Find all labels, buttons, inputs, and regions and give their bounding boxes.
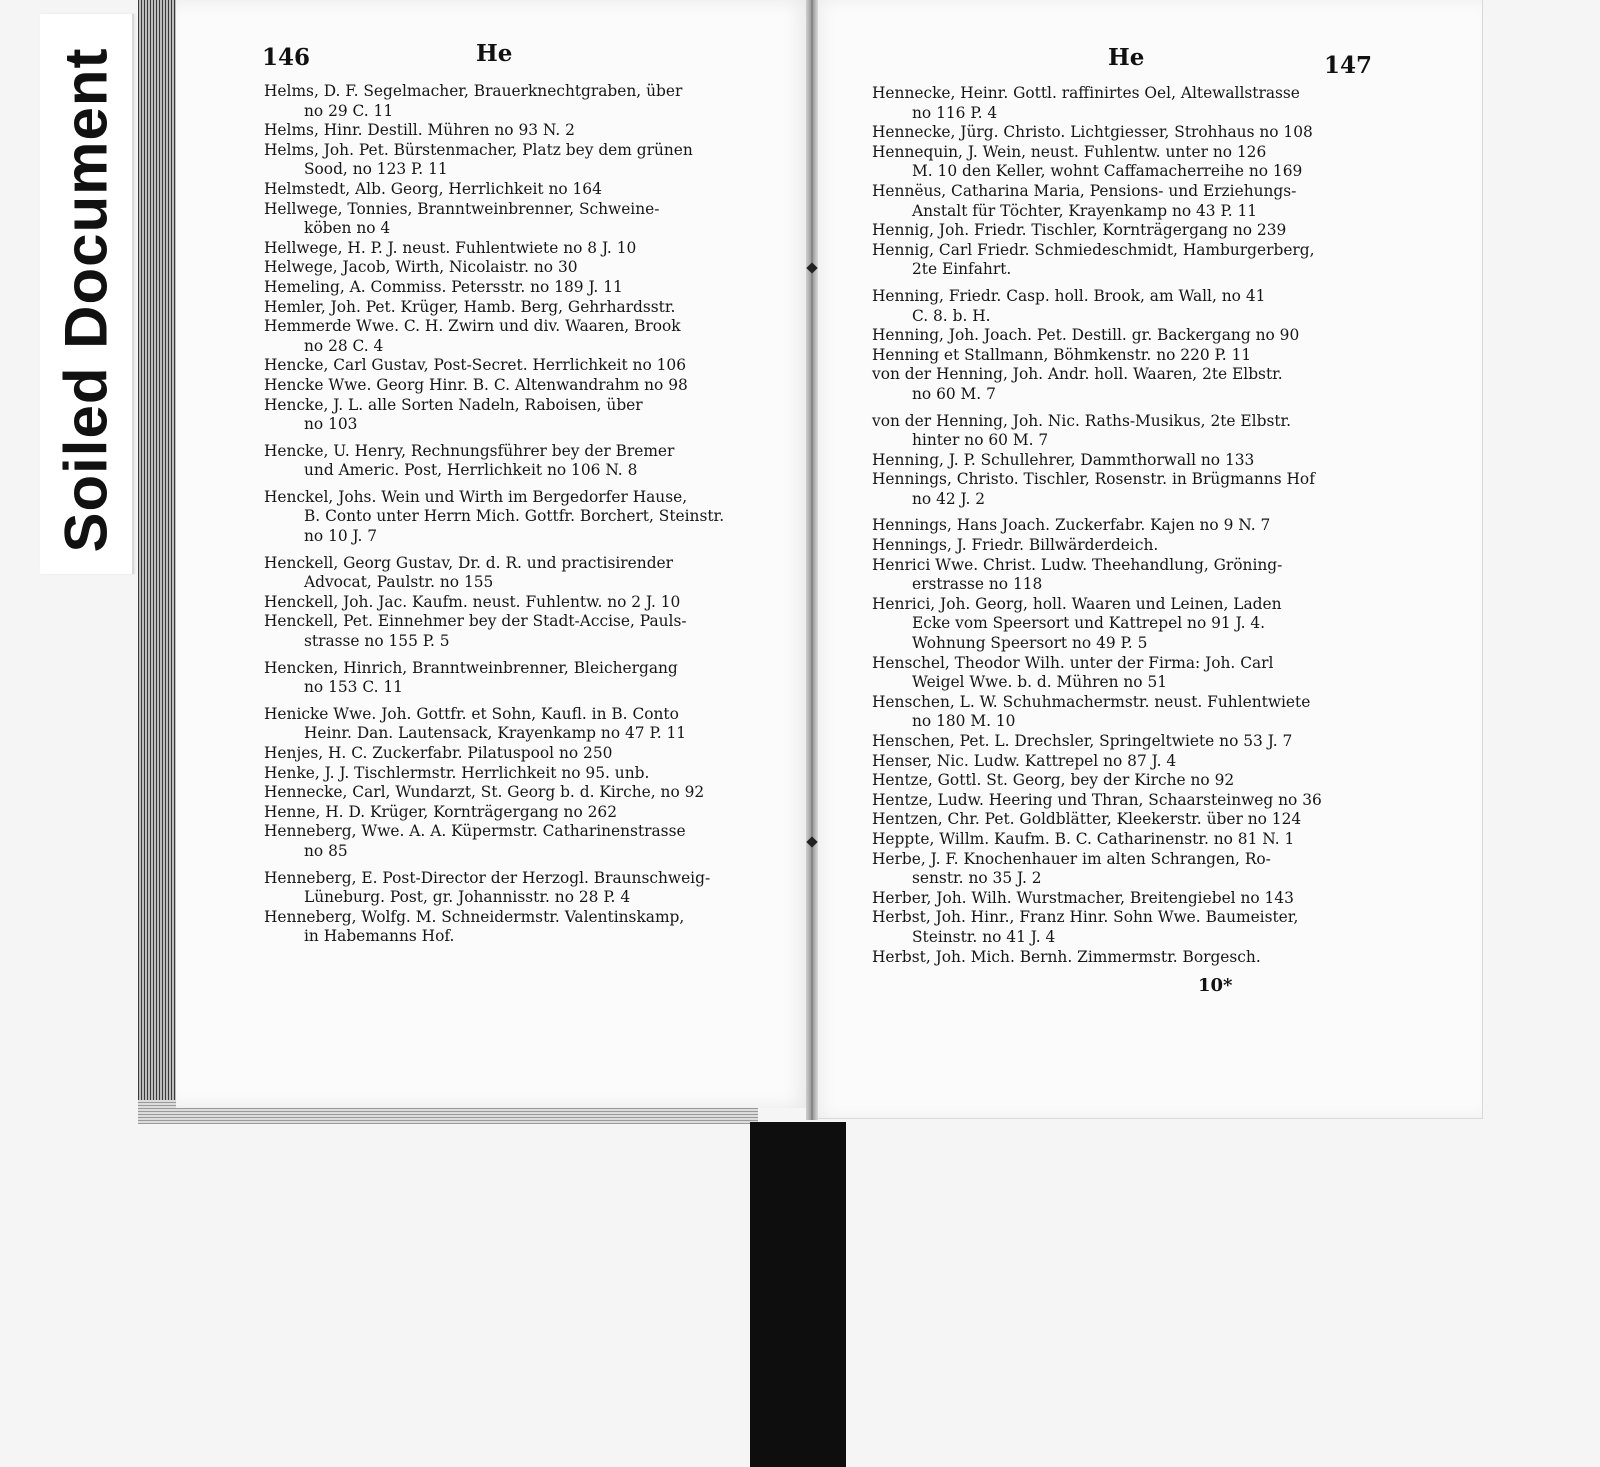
entry-name-line: Henrici Wwe. Christ. Ludw. Theehandlung, Gröning-: [872, 555, 1283, 574]
entry-name-line: Hennecke, Carl, Wundarzt, St. Georg b. d. Kirche, no 92: [264, 783, 705, 802]
entry-name-line: Hentze, Ludw. Heering und Thran, Schaarsteinweg no 36: [872, 790, 1322, 809]
entry-name-line: Hencke, J. L. alle Sorten Nadeln, Raboisen, über: [264, 395, 643, 414]
entry-name-line: Hennig, Joh. Friedr. Tischler, Kornträgergang no 239: [872, 221, 1287, 240]
left-page-number: 146: [262, 44, 311, 71]
entry-continuation-line: in Habemanns Hof.: [304, 927, 455, 946]
entry-name-line: Hennëus, Catharina Maria, Pensions- und Erziehungs-: [872, 181, 1297, 200]
entry-continuation-line: senstr. no 35 J. 2: [912, 869, 1042, 888]
entry-continuation-line: no 103: [304, 415, 358, 434]
directory-entry: [872, 287, 1322, 326]
entry-name-line: Hennecke, Heinr. Gottl. raffinirtes Oel, Altewallstrasse: [872, 84, 1300, 102]
signature-mark: 10*: [1198, 975, 1233, 996]
entry-name-line: Henning, Joh. Joach. Pet. Destill. gr. Backergang no 90: [872, 326, 1300, 345]
entry-spacer: [264, 547, 724, 554]
directory-entry: [872, 948, 1322, 968]
directory-entry: [264, 356, 724, 376]
entry-name-line: Henke, J. J. Tischlermstr. Herrlichkeit no 95. unb.: [264, 763, 650, 782]
directory-entry: [264, 376, 724, 396]
directory-entry: [872, 365, 1322, 404]
entry-spacer: [264, 435, 724, 442]
directory-entry: [872, 241, 1322, 280]
right-running-head: He: [1108, 44, 1145, 71]
directory-entry: [872, 595, 1322, 654]
left-page: [176, 0, 812, 1108]
entry-continuation-line: Anstalt für Töchter, Krayenkamp no 43 P. 11: [912, 201, 1258, 220]
entry-name-line: Henicke Wwe. Joh. Gottfr. et Sohn, Kaufl. in B. Conto: [264, 704, 679, 723]
directory-entry: [264, 121, 724, 141]
directory-entry: [872, 346, 1322, 366]
directory-entry: [872, 123, 1322, 143]
entry-name-line: von der Henning, Joh. Andr. holl. Waaren, 2te Elbstr.: [872, 365, 1283, 384]
directory-entry: [872, 810, 1322, 830]
entry-continuation-line: no 116 P. 4: [912, 103, 998, 122]
directory-entry: [264, 869, 724, 908]
entry-name-line: Hennings, Hans Joach. Zuckerfabr. Kajen no 9 N. 7: [872, 516, 1271, 535]
directory-entry: [872, 143, 1322, 182]
entry-continuation-line: Heinr. Dan. Lautensack, Krayenkamp no 47 P. 11: [304, 724, 687, 743]
entry-name-line: Hencke Wwe. Georg Hinr. B. C. Altenwandrahm no 98: [264, 375, 688, 394]
entry-name-line: Heppte, Willm. Kaufm. B. C. Catharinenstr. no 81 N. 1: [872, 829, 1295, 848]
entry-continuation-line: und Americ. Post, Herrlichkeit no 106 N. 8: [304, 461, 638, 480]
entry-name-line: Henning, J. P. Schullehrer, Dammthorwall no 133: [872, 450, 1255, 469]
entry-spacer: [264, 652, 724, 659]
entry-continuation-line: Weigel Wwe. b. d. Mühren no 51: [912, 673, 1168, 692]
directory-entry: [872, 654, 1322, 693]
directory-entry: [872, 326, 1322, 346]
right-entry-list: [872, 84, 1322, 967]
entry-continuation-line: B. Conto unter Herrn Mich. Gottfr. Borchert, Steinstr.: [304, 507, 725, 526]
book-gutter: [806, 0, 818, 1120]
entry-name-line: Henser, Nic. Ludw. Kattrepel no 87 J. 4: [872, 751, 1177, 770]
directory-entry: [264, 744, 724, 764]
entry-continuation-line: Lüneburg. Post, gr. Johannisstr. no 28 P. 4: [304, 888, 631, 907]
directory-entry: [872, 889, 1322, 909]
entry-name-line: Hennig, Carl Friedr. Schmiedeschmidt, Hamburgerberg,: [872, 240, 1315, 259]
directory-entry: [872, 516, 1322, 536]
directory-entry: [264, 239, 724, 259]
directory-entry: [264, 298, 724, 318]
directory-entry: [264, 908, 724, 947]
directory-entry: [872, 771, 1322, 791]
soiled-document-stamp: [40, 14, 134, 574]
entry-continuation-line: 2te Einfahrt.: [912, 260, 1012, 279]
directory-entry: [264, 783, 724, 803]
entry-continuation-line: no 180 M. 10: [912, 712, 1016, 731]
entry-name-line: Henning, Friedr. Casp. holl. Brook, am Wall, no 41: [872, 286, 1266, 305]
directory-entry: [264, 659, 724, 698]
entry-name-line: Hencke, U. Henry, Rechnungsführer bey der Bremer: [264, 441, 675, 460]
directory-entry: [872, 412, 1322, 451]
entry-name-line: Henckell, Georg Gustav, Dr. d. R. und practisirender: [264, 553, 674, 572]
directory-entry: [872, 451, 1322, 471]
entry-name-line: Henneberg, Wolfg. M. Schneidermstr. Valentinskamp,: [264, 907, 685, 926]
entry-spacer: [872, 280, 1322, 287]
entry-name-line: Henckell, Joh. Jac. Kaufm. neust. Fuhlentw. no 2 J. 10: [264, 592, 681, 611]
directory-entry: [872, 732, 1322, 752]
directory-entry: [872, 84, 1322, 123]
bookmark-ribbon: [750, 1122, 846, 1467]
directory-entry: [264, 488, 724, 547]
directory-entry: [264, 396, 724, 435]
entry-name-line: Hencken, Hinrich, Branntweinbrenner, Bleichergang: [264, 658, 678, 677]
entry-continuation-line: köben no 4: [304, 219, 391, 238]
directory-entry: [264, 593, 724, 613]
left-entry-list: [264, 82, 724, 947]
entry-name-line: Herbe, J. F. Knochenhauer im alten Schrangen, Ro-: [872, 849, 1271, 868]
entry-name-line: Helms, D. F. Segelmacher, Brauerknechtgraben, über: [264, 82, 683, 100]
entry-spacer: [264, 862, 724, 869]
entry-continuation-line: no 60 M. 7: [912, 384, 996, 403]
directory-entry: [872, 850, 1322, 889]
directory-entry: [872, 752, 1322, 772]
entry-continuation-line: Steinstr. no 41 J. 4: [912, 927, 1056, 946]
entry-continuation-line: no 28 C. 4: [304, 336, 384, 355]
entry-name-line: Helwege, Jacob, Wirth, Nicolaistr. no 30: [264, 258, 578, 277]
entry-name-line: Hennings, J. Friedr. Billwärderdeich.: [872, 536, 1159, 555]
directory-entry: [264, 317, 724, 356]
entry-name-line: Helmstedt, Alb. Georg, Herrlichkeit no 164: [264, 179, 602, 198]
entry-spacer: [264, 481, 724, 488]
entry-name-line: Henneberg, Wwe. A. A. Küpermstr. Catharinenstrasse: [264, 822, 686, 841]
directory-entry: [872, 556, 1322, 595]
entry-name-line: Hentzen, Chr. Pet. Goldblätter, Kleekerstr. über no 124: [872, 810, 1302, 829]
directory-entry: [264, 822, 724, 861]
directory-entry: [872, 791, 1322, 811]
entry-name-line: Henrici, Joh. Georg, holl. Waaren und Leinen, Laden: [872, 594, 1282, 613]
right-page-number: 147: [1324, 52, 1373, 79]
entry-name-line: Herber, Joh. Wilh. Wurstmacher, Breitengiebel no 143: [872, 888, 1294, 907]
entry-name-line: Henschen, Pet. L. Drechsler, Springeltwiete no 53 J. 7: [872, 732, 1293, 750]
entry-name-line: Herbst, Joh. Hinr., Franz Hinr. Sohn Wwe. Baumeister,: [872, 908, 1299, 927]
entry-name-line: Henckel, Johs. Wein und Wirth im Bergedorfer Hause,: [264, 487, 688, 506]
directory-entry: [264, 82, 724, 121]
directory-entry: [872, 182, 1322, 221]
entry-spacer: [264, 698, 724, 705]
entry-continuation-line: M. 10 den Keller, wohnt Caffamacherreihe no 169: [912, 162, 1303, 181]
directory-entry: [872, 908, 1322, 947]
entry-name-line: Henneberg, E. Post-Director der Herzogl. Braunschweig-: [264, 868, 711, 887]
right-page: [812, 0, 1483, 1119]
directory-entry: [872, 221, 1322, 241]
entry-name-line: Henschel, Theodor Wilh. unter der Firma: Joh. Carl: [872, 653, 1274, 672]
entry-continuation-line: no 153 C. 11: [304, 678, 403, 697]
entry-spacer: [872, 405, 1322, 412]
entry-name-line: Hennequin, J. Wein, neust. Fuhlentw. unter no 126: [872, 142, 1267, 161]
entry-name-line: Henne, H. D. Krüger, Kornträgergang no 262: [264, 802, 617, 821]
entry-name-line: Hemler, Joh. Pet. Krüger, Hamb. Berg, Gehrhardsstr.: [264, 297, 676, 316]
directory-entry: [264, 764, 724, 784]
entry-continuation-line: no 10 J. 7: [304, 527, 378, 546]
entry-continuation-line: no 42 J. 2: [912, 489, 986, 508]
entry-name-line: Hennings, Christo. Tischler, Rosenstr. in Brügmanns Hof: [872, 470, 1315, 489]
entry-name-line: Henning et Stallmann, Böhmkenstr. no 220 P. 11: [872, 345, 1252, 364]
entry-name-line: Hentze, Gottl. St. Georg, bey der Kirche no 92: [872, 771, 1235, 790]
directory-entry: [264, 200, 724, 239]
directory-entry: [872, 693, 1322, 732]
directory-entry: [264, 278, 724, 298]
directory-entry: [264, 554, 724, 593]
entry-name-line: Hemmerde Wwe. C. H. Zwirn und div. Waaren, Brook: [264, 317, 681, 336]
entry-continuation-line: Advocat, Paulstr. no 155: [304, 573, 494, 592]
directory-entry: [264, 180, 724, 200]
entry-continuation-line: no 29 C. 11: [304, 101, 394, 120]
entry-name-line: Helms, Joh. Pet. Bürstenmacher, Platz bey dem grünen: [264, 140, 693, 159]
entry-continuation-line: C. 8. b. H.: [912, 306, 991, 325]
entry-name-line: Hellwege, H. P. J. neust. Fuhlentwiete no 8 J. 10: [264, 238, 637, 257]
directory-entry: [264, 612, 724, 651]
entry-continuation-line: erstrasse no 118: [912, 575, 1043, 594]
entry-name-line: Hellwege, Tonnies, Branntweinbrenner, Schweine-: [264, 199, 660, 218]
entry-continuation-line: strasse no 155 P. 5: [304, 632, 450, 651]
directory-entry: [872, 830, 1322, 850]
entry-name-line: von der Henning, Joh. Nic. Raths-Musikus, 2te Elbstr.: [872, 411, 1292, 430]
entry-continuation-line: Ecke vom Speersort und Kattrepel no 91 J. 4.: [912, 614, 1266, 633]
book-page-edges: [138, 0, 178, 1120]
entry-name-line: Henjes, H. C. Zuckerfabr. Pilatuspool no 250: [264, 744, 613, 762]
entry-name-line: Helms, Hinr. Destill. Mühren no 93 N. 2: [264, 121, 575, 140]
directory-entry: [264, 705, 724, 744]
left-running-head: He: [476, 40, 513, 67]
entry-continuation-line: no 85: [304, 841, 348, 860]
entry-name-line: Henckell, Pet. Einnehmer bey der Stadt-Accise, Pauls-: [264, 612, 687, 631]
entry-name-line: Hencke, Carl Gustav, Post-Secret. Herrlichkeit no 106: [264, 356, 687, 375]
entry-name-line: Hemeling, A. Commiss. Petersstr. no 189 J. 11: [264, 277, 623, 296]
directory-entry: [264, 803, 724, 823]
directory-entry: [872, 536, 1322, 556]
directory-entry: [872, 470, 1322, 509]
directory-entry: [264, 141, 724, 180]
entry-name-line: Herbst, Joh. Mich. Bernh. Zimmermstr. Borgesch.: [872, 947, 1261, 966]
entry-name-line: Henschen, L. W. Schuhmachermstr. neust. Fuhlentwiete: [872, 692, 1311, 711]
directory-entry: [264, 258, 724, 278]
directory-entry: [264, 442, 724, 481]
entry-spacer: [872, 509, 1322, 516]
entry-name-line: Hennecke, Jürg. Christo. Lichtgiesser, Strohhaus no 108: [872, 123, 1313, 142]
stamp-label: Soiled Document: [52, 47, 120, 553]
entry-continuation-line: hinter no 60 M. 7: [912, 431, 1049, 450]
entry-continuation-line: Wohnung Speersort no 49 P. 5: [912, 634, 1148, 653]
entry-continuation-line: Sood, no 123 P. 11: [304, 160, 448, 179]
